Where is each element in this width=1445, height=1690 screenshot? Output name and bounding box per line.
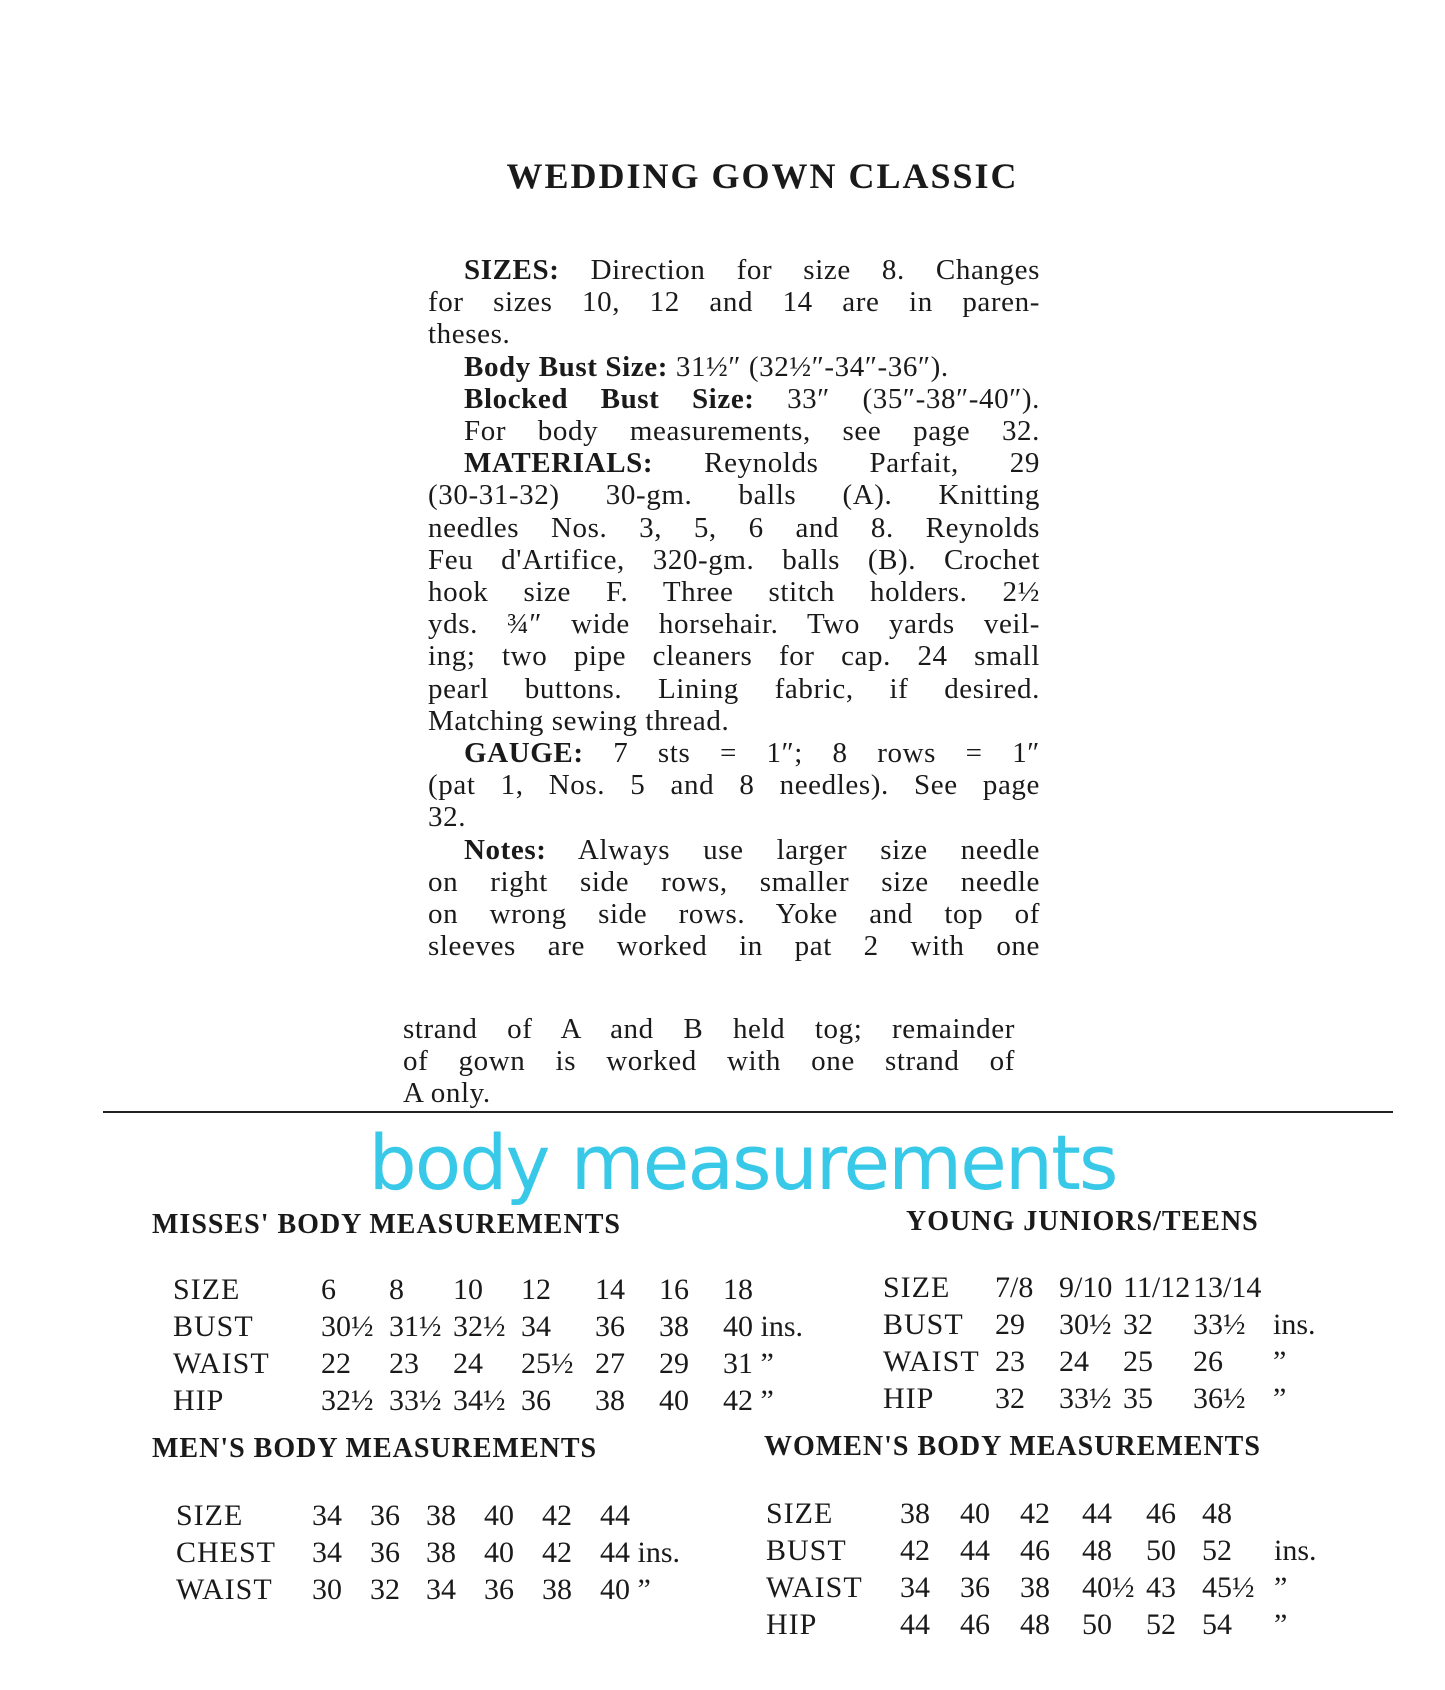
women-row-label: SIZE xyxy=(766,1496,834,1530)
notes-line-4: sleeves are worked in pat 2 with one xyxy=(428,930,1040,963)
men-cell: 42 xyxy=(542,1535,572,1569)
men-heading: MEN'S BODY MEASUREMENTS xyxy=(152,1433,598,1464)
young-cell: 24 xyxy=(1059,1344,1089,1378)
paragraph-notes-cont xyxy=(428,866,1040,963)
young-cell: 25 xyxy=(1123,1344,1153,1378)
women-cell: 44 xyxy=(1082,1496,1112,1530)
paragraph-blocked-bust xyxy=(428,383,1040,415)
misses-cell: 36 xyxy=(521,1383,551,1417)
misses-row-label: HIP xyxy=(173,1383,225,1417)
misses-row-label: SIZE xyxy=(173,1272,241,1306)
paragraph-sizes xyxy=(428,254,1040,286)
misses-row-label: BUST xyxy=(173,1309,254,1343)
sizes-line-1: Direction for size 8. Changes xyxy=(590,254,1040,286)
men-table xyxy=(176,1497,700,1608)
women-cell: 42 xyxy=(900,1533,930,1567)
young-cell: 32 xyxy=(1123,1307,1153,1341)
women-heading: WOMEN'S BODY MEASUREMENTS xyxy=(764,1431,1261,1462)
men-cell: 38 xyxy=(426,1498,456,1532)
men-cell: 34 xyxy=(312,1498,342,1532)
misses-table xyxy=(173,1271,803,1419)
label-sizes: SIZES: xyxy=(464,254,560,286)
young-cell xyxy=(1273,1269,1333,1306)
women-cell: ins. xyxy=(1274,1533,1317,1567)
men-cell: 44 xyxy=(600,1498,630,1532)
women-row xyxy=(766,1569,1324,1606)
paragraph-body-bust xyxy=(428,351,1040,383)
men-cell: 34 xyxy=(426,1572,456,1606)
men-row-label: SIZE xyxy=(176,1498,244,1532)
misses-cell: 36 xyxy=(595,1309,625,1343)
men-cell: 36 xyxy=(484,1572,514,1606)
label-materials: MATERIALS: xyxy=(464,447,654,480)
women-cell: 44 xyxy=(960,1533,990,1567)
misses-row-label: WAIST xyxy=(173,1346,270,1380)
page-title: WEDDING GOWN CLASSIC xyxy=(506,156,1019,196)
misses-cell: 6 xyxy=(321,1272,336,1306)
young-juniors-heading: YOUNG JUNIORS/TEENS xyxy=(906,1206,1259,1237)
notes-line-2: on right side rows, smaller size needle xyxy=(428,865,1040,898)
instructions-column-1 xyxy=(428,254,1040,962)
women-cell: 52 xyxy=(1202,1533,1232,1567)
young-cell: 7/8 xyxy=(995,1270,1034,1304)
misses-cell: 32½ xyxy=(321,1383,374,1417)
women-cell: 38 xyxy=(1020,1570,1050,1604)
misses-heading: MISSES' BODY MEASUREMENTS xyxy=(152,1209,621,1240)
misses-cell: 14 xyxy=(595,1272,625,1306)
misses-cell: 32½ xyxy=(453,1309,506,1343)
young-row-label: HIP xyxy=(883,1381,935,1415)
misses-cell: 22 xyxy=(321,1346,351,1380)
young-row xyxy=(883,1306,1333,1343)
materials-line-5: hook size F. Three stitch holders. 2½ xyxy=(428,576,1040,609)
women-cell: 52 xyxy=(1146,1607,1176,1641)
materials-line-7: ing; two pipe cleaners for cap. 24 small xyxy=(428,640,1040,673)
young-row-label: WAIST xyxy=(883,1344,980,1378)
paragraph-gauge-cont xyxy=(428,769,1040,833)
men-cell: 38 xyxy=(426,1535,456,1569)
misses-cell: 31 ” xyxy=(723,1346,774,1380)
paragraph-see-page xyxy=(428,415,1040,447)
men-cell: 38 xyxy=(542,1572,572,1606)
materials-line-9: Matching sewing thread. xyxy=(428,704,730,737)
sizes-line-3: theses. xyxy=(428,318,511,351)
women-cell: ” xyxy=(1274,1570,1288,1604)
young-cell: 13/14 xyxy=(1193,1270,1262,1304)
women-cell: 42 xyxy=(1020,1496,1050,1530)
misses-cell: 42 ” xyxy=(723,1383,774,1417)
col2-line-2: of gown is worked with one strand of xyxy=(403,1045,1015,1078)
paragraph-sizes-cont xyxy=(428,286,1040,350)
men-cell: 30 xyxy=(312,1572,342,1606)
young-cell: 32 xyxy=(995,1381,1025,1415)
misses-cell: 23 xyxy=(389,1346,419,1380)
misses-cell: 25½ xyxy=(521,1346,574,1380)
young-cell: ins. xyxy=(1273,1307,1316,1341)
young-cell: 33½ xyxy=(1193,1307,1246,1341)
young-cell: 11/12 xyxy=(1123,1270,1191,1304)
misses-cell: 30½ xyxy=(321,1309,374,1343)
young-cell: 23 xyxy=(995,1344,1025,1378)
col2-line-1: strand of A and B held tog; remainder xyxy=(403,1013,1015,1045)
men-row xyxy=(176,1534,700,1571)
men-cell: 34 xyxy=(312,1535,342,1569)
women-row xyxy=(766,1495,1324,1532)
misses-cell: 33½ xyxy=(389,1383,442,1417)
men-cell: 42 xyxy=(542,1498,572,1532)
label-notes: Notes: xyxy=(464,833,547,866)
materials-line-8: pearl buttons. Lining fabric, if desired. xyxy=(428,672,1040,705)
misses-row xyxy=(173,1271,803,1308)
women-cell: 45½ xyxy=(1202,1570,1255,1604)
women-cell: 50 xyxy=(1146,1533,1176,1567)
men-row xyxy=(176,1571,700,1608)
notes-line-3: on wrong side rows. Yoke and top of xyxy=(428,898,1040,931)
blocked-bust-value: 33″ (35″-38″-40″). xyxy=(787,382,1040,415)
women-cell: 48 xyxy=(1082,1533,1112,1567)
misses-cell: 40 ins. xyxy=(723,1309,804,1343)
misses-cell: 34½ xyxy=(453,1383,506,1417)
young-cell: 30½ xyxy=(1059,1307,1112,1341)
materials-line-3: needles Nos. 3, 5, 6 and 8. Reynolds xyxy=(428,511,1040,544)
women-cell: 46 xyxy=(960,1607,990,1641)
misses-cell: 40 xyxy=(659,1383,689,1417)
notes-line-1: Always use larger size needle xyxy=(577,833,1041,866)
young-juniors-table xyxy=(883,1269,1333,1417)
misses-cell: 34 xyxy=(521,1309,551,1343)
men-cell: 40 ” xyxy=(600,1572,651,1606)
men-cell: 36 xyxy=(370,1498,400,1532)
paragraph-materials-cont xyxy=(428,479,1040,737)
young-cell: 36½ xyxy=(1193,1381,1246,1415)
sizes-line-2: for sizes 10, 12 and 14 are in paren- xyxy=(428,286,1040,319)
young-cell: ” xyxy=(1273,1381,1287,1415)
men-cell: 32 xyxy=(370,1572,400,1606)
women-cell: 34 xyxy=(900,1570,930,1604)
misses-cell: 31½ xyxy=(389,1309,442,1343)
men-cell: 36 xyxy=(370,1535,400,1569)
misses-row xyxy=(173,1345,803,1382)
young-cell: 9/10 xyxy=(1059,1270,1113,1304)
misses-cell: 12 xyxy=(521,1272,551,1306)
materials-line-6: yds. ¾″ wide horsehair. Two yards veil- xyxy=(428,608,1040,641)
misses-row xyxy=(173,1308,803,1345)
men-cell: 44 ins. xyxy=(600,1535,681,1569)
women-cell xyxy=(1274,1495,1324,1532)
women-cell: 40 xyxy=(960,1496,990,1530)
label-body-bust: Body Bust Size: xyxy=(464,350,668,383)
men-row xyxy=(176,1497,700,1534)
young-row xyxy=(883,1380,1333,1417)
misses-cell: 24 xyxy=(453,1346,483,1380)
young-cell: 26 xyxy=(1193,1344,1223,1378)
paragraph-notes xyxy=(428,834,1040,866)
misses-cell: 8 xyxy=(389,1272,404,1306)
see-page-line: For body measurements, see page 32. xyxy=(464,415,1040,448)
materials-line-1: Reynolds Parfait, 29 xyxy=(704,447,1040,480)
young-cell: 35 xyxy=(1123,1381,1153,1415)
misses-row xyxy=(173,1382,803,1419)
misses-cell: 27 xyxy=(595,1346,625,1380)
women-cell: 38 xyxy=(900,1496,930,1530)
men-row-label: WAIST xyxy=(176,1572,273,1606)
label-blocked-bust: Blocked Bust Size: xyxy=(464,382,755,415)
women-cell: 43 xyxy=(1146,1570,1176,1604)
materials-line-2: (30-31-32) 30-gm. balls (A). Knitting xyxy=(428,479,1040,512)
women-table xyxy=(766,1495,1324,1643)
women-row-label: BUST xyxy=(766,1533,847,1567)
misses-cell: 38 xyxy=(595,1383,625,1417)
women-row xyxy=(766,1606,1324,1643)
women-cell: 44 xyxy=(900,1607,930,1641)
women-cell: 46 xyxy=(1146,1496,1176,1530)
gauge-line-3: 32. xyxy=(428,801,467,834)
label-gauge: GAUGE: xyxy=(464,737,584,770)
gauge-line-2: (pat 1, Nos. 5 and 8 needles). See page xyxy=(428,769,1040,802)
women-cell: ” xyxy=(1274,1607,1288,1641)
col2-line-3: A only. xyxy=(403,1077,491,1110)
misses-cell: 18 xyxy=(723,1272,753,1306)
misses-cell: 29 xyxy=(659,1346,689,1380)
women-cell: 36 xyxy=(960,1570,990,1604)
women-cell: 50 xyxy=(1082,1607,1112,1641)
young-row-label: SIZE xyxy=(883,1270,951,1304)
section-title: body measurements xyxy=(368,1118,1117,1207)
women-cell: 46 xyxy=(1020,1533,1050,1567)
misses-cell: 38 xyxy=(659,1309,689,1343)
women-cell: 48 xyxy=(1020,1607,1050,1641)
men-cell: 40 xyxy=(484,1535,514,1569)
women-row-label: HIP xyxy=(766,1607,818,1641)
gauge-line-1: 7 sts = 1″; 8 rows = 1″ xyxy=(613,737,1040,770)
paragraph-gauge xyxy=(428,737,1040,769)
young-cell: ” xyxy=(1273,1344,1287,1378)
women-cell: 54 xyxy=(1202,1607,1232,1641)
materials-line-4: Feu d'Artifice, 320-gm. balls (B). Crochet xyxy=(428,543,1040,576)
misses-cell: 16 xyxy=(659,1272,689,1306)
instructions-column-2 xyxy=(403,1013,1015,1110)
body-bust-value: 31½″ (32½″-34″-36″). xyxy=(675,350,949,383)
women-row xyxy=(766,1532,1324,1569)
young-row-label: BUST xyxy=(883,1307,964,1341)
misses-cell: 10 xyxy=(453,1272,483,1306)
young-row xyxy=(883,1343,1333,1380)
young-cell: 29 xyxy=(995,1307,1025,1341)
women-row-label: WAIST xyxy=(766,1570,863,1604)
men-row-label: CHEST xyxy=(176,1535,277,1569)
women-cell: 40½ xyxy=(1082,1570,1135,1604)
young-cell: 33½ xyxy=(1059,1381,1112,1415)
paragraph-materials xyxy=(428,447,1040,479)
horizontal-divider xyxy=(103,1111,1393,1113)
men-cell: 40 xyxy=(484,1498,514,1532)
women-cell: 48 xyxy=(1202,1496,1232,1530)
young-row xyxy=(883,1269,1333,1306)
